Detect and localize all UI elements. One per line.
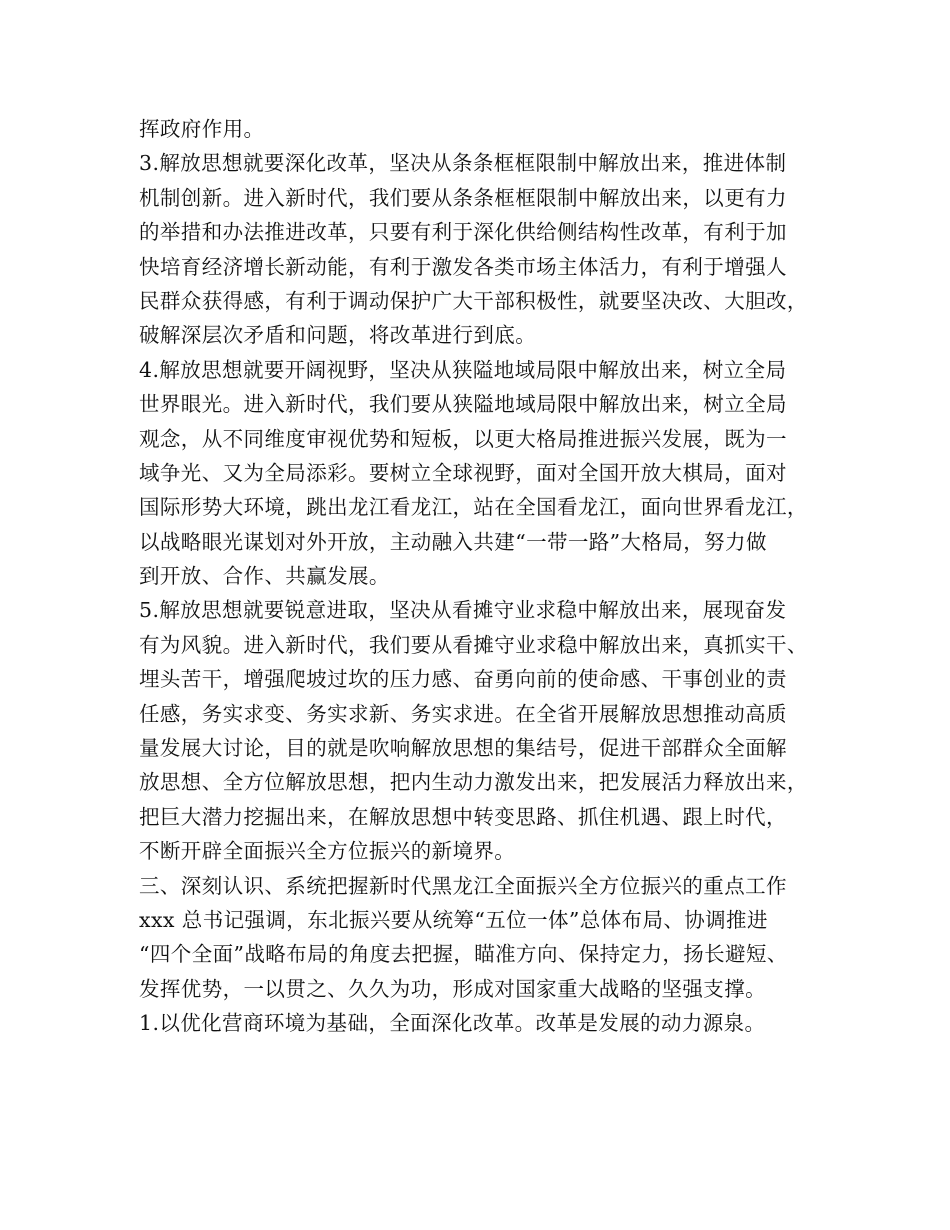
text-line: 机制创新。进入新时代，我们要从条条框框限制中解放出来，以更有力: [139, 185, 787, 210]
text-line: 国际形势大环境，跳出龙江看龙江，站在全国看龙江，面向世界看龙江，: [139, 495, 808, 520]
text-line: 放思想、全方位解放思想，把内生动力激发出来，把发展活力释放出来，: [139, 770, 808, 795]
text-line: 域争光、又为全局添彩。要树立全球视野，面对全国开放大棋局，面对: [139, 460, 787, 485]
text-line: 以战略眼光谋划对外开放，主动融入共建“一带一路”大格局，努力做: [139, 529, 767, 554]
body-text: [139, 112, 839, 1041]
text-line: 到开放、合作、共赢发展。: [139, 564, 390, 589]
text-line: 民群众获得感，有利于调动保护广大干部积极性，就要坚决改、大胆改，: [139, 288, 808, 313]
text-line: 发挥优势，一以贯之、久久为功，形成对国家重大战略的坚强支撑。: [139, 976, 766, 1001]
text-line: 快培育经济增长新动能，有利于激发各类市场主体活力，有利于增强人: [139, 254, 787, 279]
text-line: 埋头苦干，增强爬坡过坎的压力感、奋勇向前的使命感、干事创业的责: [139, 667, 787, 692]
text-line: 任感，务实求变、务实求新、务实求进。在全省开展解放思想推动高质: [139, 701, 787, 726]
text-line: 把巨大潜力挖掘出来，在解放思想中转变思路、抓住机遇、跟上时代，: [139, 804, 787, 829]
text-line: 量发展大讨论，目的就是吹响解放思想的集结号，促进干部群众全面解: [139, 736, 787, 761]
text-line: 有为风貌。进入新时代，我们要从看摊守业求稳中解放出来，真抓实干、: [139, 632, 808, 657]
text-line: 世界眼光。进入新时代，我们要从狭隘地域局限中解放出来，树立全局: [139, 392, 787, 417]
text-line: xxx 总书记强调，东北振兴要从统筹“五位一体”总体布局、协调推进: [139, 907, 768, 932]
text-line: “四个全面”战略布局的角度去把握，瞄准方向、保持定力，扬长避短、: [139, 942, 788, 967]
text-line: 挥政府作用。: [139, 117, 265, 141]
text-line: 3.解放思想就要深化改革，坚决从条条框框限制中解放出来，推进体制: [139, 151, 787, 176]
text-line: 不断开辟全面振兴全方位振兴的新境界。: [139, 839, 516, 864]
section-heading: 三、深刻认识、系统把握新时代黑龙江全面振兴全方位振兴的重点工作: [139, 873, 787, 898]
text-line: 1.以优化营商环境为基础，全面深化改革。改革是发展的动力源泉。: [139, 1011, 766, 1036]
text-line: 4.解放思想就要开阔视野，坚决从狭隘地域局限中解放出来，树立全局: [139, 357, 787, 382]
text-line: 破解深层次矛盾和问题，将改革进行到底。: [139, 323, 537, 348]
text-line: 的举措和办法推进改革，只要有利于深化供给侧结构性改革，有利于加: [139, 220, 787, 245]
text-line: 5.解放思想就要锐意进取，坚决从看摊守业求稳中解放出来，展现奋发: [139, 598, 787, 623]
text-line: 观念，从不同维度审视优势和短板，以更大格局推进振兴发展，既为一: [139, 426, 787, 451]
